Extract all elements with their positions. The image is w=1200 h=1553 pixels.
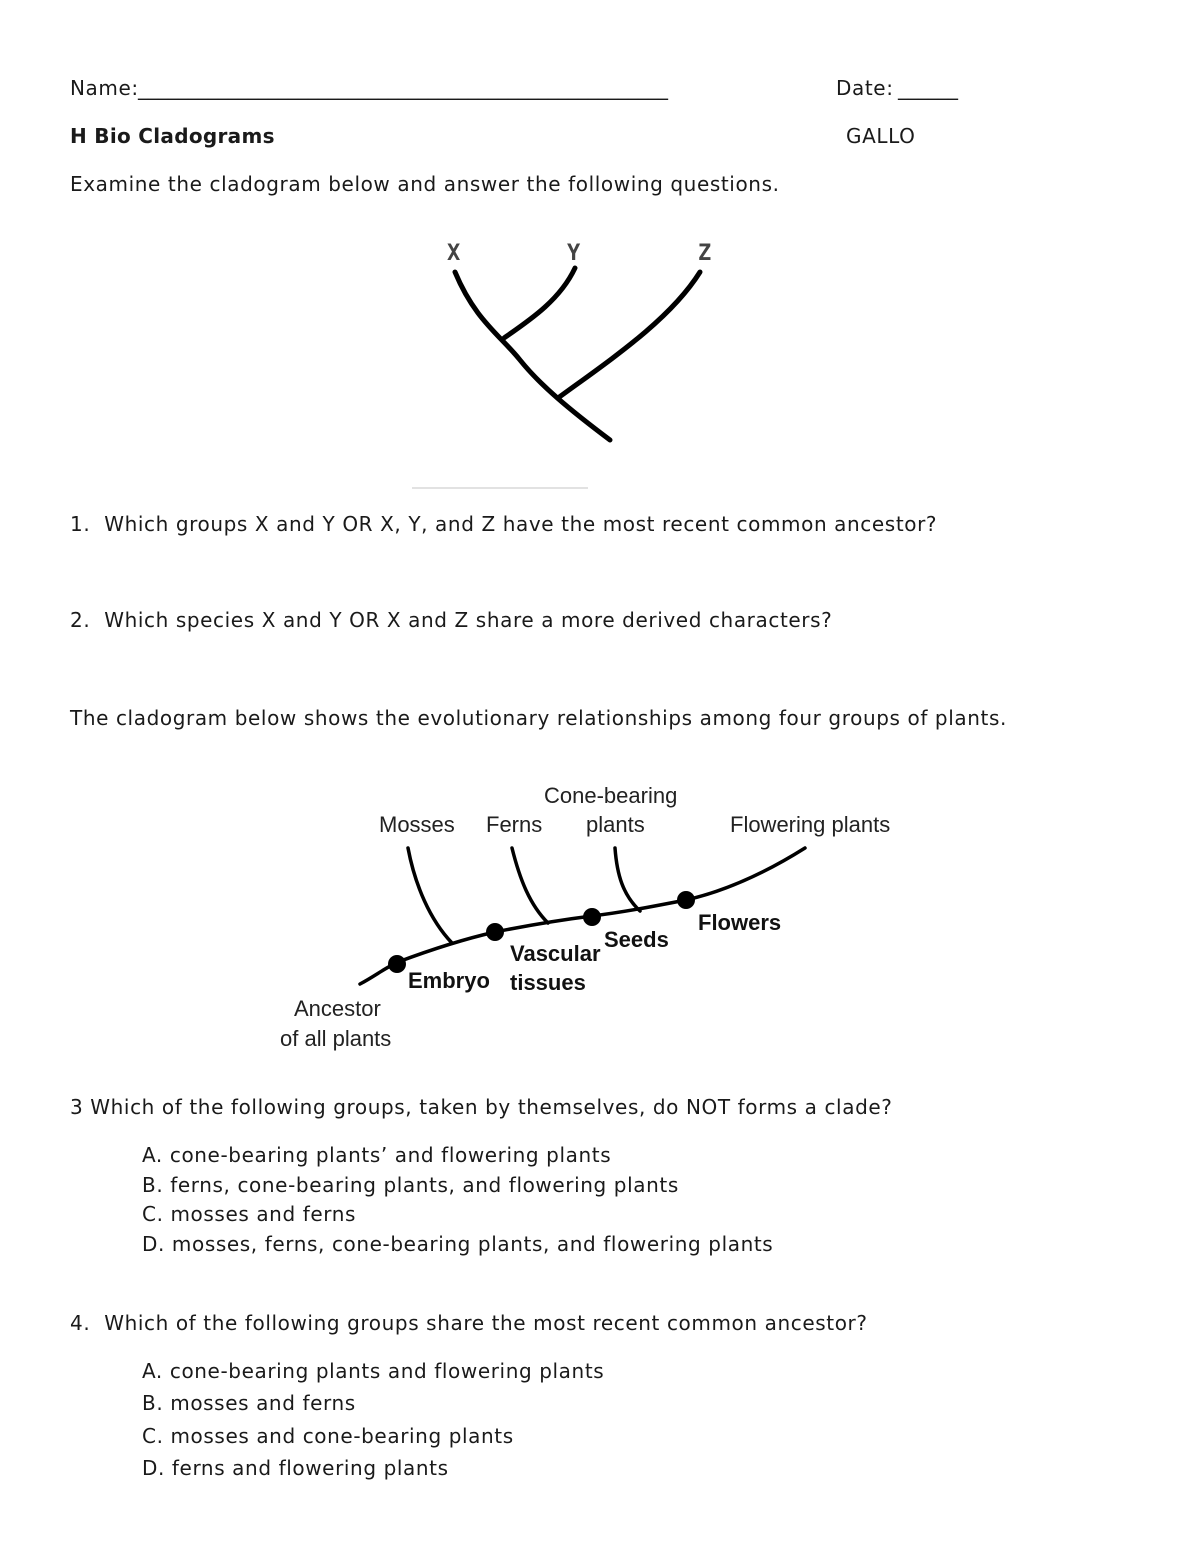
trait-flowers: Flowers [698, 910, 782, 935]
q3-option-b[interactable]: B. ferns, cone-bearing plants, and flowering plants [142, 1173, 679, 1197]
branch-z [558, 272, 700, 398]
trait-embryo: Embryo [408, 968, 490, 993]
label-ferns: Ferns [486, 812, 543, 837]
cladogram-xyz-branches [455, 268, 700, 440]
question-1: 1. Which groups X and Y OR X, Y, and Z have the most recent common ancestor? [70, 512, 938, 536]
node-seeds [583, 908, 601, 926]
q4-option-a[interactable]: A. cone-bearing plants and flowering plants [142, 1359, 605, 1383]
q3-option-d[interactable]: D. mosses, ferns, cone-bearing plants, and flowering plants [142, 1232, 774, 1256]
intro-text: Examine the cladogram below and answer the following questions. [70, 172, 780, 196]
ancestor-line1: Ancestor [294, 996, 381, 1021]
worksheet-title: H Bio Cladograms [70, 124, 275, 148]
node-vascular [486, 923, 504, 941]
question-3: 3 Which of the following groups, taken by themselves, do NOT forms a clade? [70, 1095, 893, 1119]
question-4: 4. Which of the following groups share the most recent common ancestor? [70, 1311, 868, 1335]
label-x: X [447, 241, 461, 266]
main-stem [398, 848, 805, 962]
label-z: Z [698, 241, 712, 266]
name-label: Name: [70, 76, 139, 100]
q3-option-c[interactable]: C. mosses and ferns [142, 1202, 357, 1226]
question-2: 2. Which species X and Y OR X and Z share a more derived characters? [70, 608, 833, 632]
label-flowering: Flowering plants [730, 812, 891, 837]
branch-cone-bearing [615, 848, 640, 911]
name-blank[interactable]: _____________________________________________________ [138, 76, 668, 100]
date-blank[interactable]: ______ [898, 76, 958, 100]
date-label: Date: [836, 76, 894, 100]
label-cone-line1: Cone-bearing [544, 783, 678, 808]
teacher-name: GALLO [846, 124, 916, 148]
q4-option-c[interactable]: C. mosses and cone-bearing plants [142, 1424, 514, 1448]
branch-mosses [408, 848, 452, 943]
trait-vascular-line2: tissues [510, 970, 586, 995]
trait-vascular-line1: Vascular [510, 941, 601, 966]
intro-plants: The cladogram below shows the evolutionary relationships among four groups of plants. [70, 706, 1007, 730]
label-y: Y [567, 241, 581, 266]
label-cone-line2: plants [586, 812, 645, 837]
main-branch [455, 272, 610, 440]
q4-option-b[interactable]: B. mosses and ferns [142, 1391, 356, 1415]
branch-y [504, 268, 575, 338]
branch-ferns [512, 848, 548, 923]
trait-seeds: Seeds [604, 927, 669, 952]
node-embryo [388, 955, 406, 973]
q4-option-d[interactable]: D. ferns and flowering plants [142, 1456, 449, 1480]
label-mosses: Mosses [379, 812, 455, 837]
node-flowers [677, 891, 695, 909]
ancestor-line2: of all plants [280, 1026, 392, 1051]
q3-option-a[interactable]: A. cone-bearing plants’ and flowering plants [142, 1143, 612, 1167]
